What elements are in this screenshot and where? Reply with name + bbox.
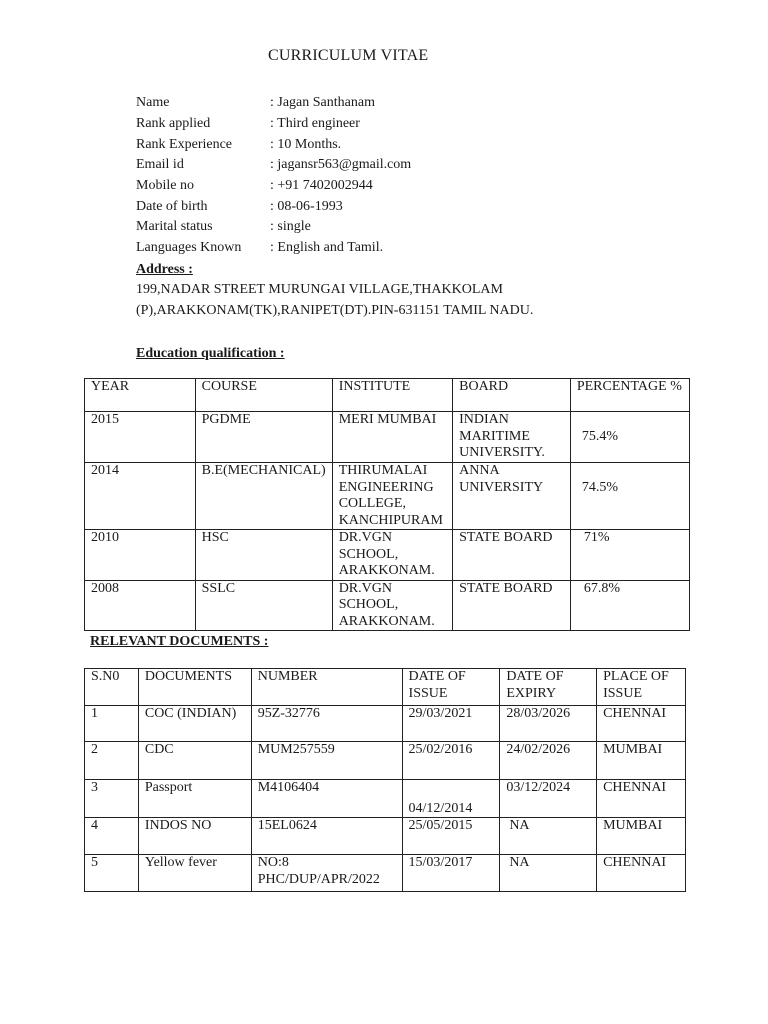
table-cell: COC (INDIAN): [138, 706, 251, 742]
field-value: : Jagan Santhanam: [270, 95, 375, 111]
documents-table: [84, 668, 686, 892]
field-label: Marital status: [136, 219, 213, 235]
table-cell: HSC: [195, 530, 332, 581]
table-row: [85, 780, 686, 818]
column-header: NUMBER: [251, 669, 402, 706]
table-cell: Yellow fever: [138, 855, 251, 892]
column-header: COURSE: [195, 379, 332, 412]
table-cell: 25/05/2015: [402, 818, 500, 855]
table-cell: MUMBAI: [597, 742, 686, 780]
languages-row: [136, 238, 411, 259]
table-cell: 2010: [85, 530, 196, 581]
field-label: Name: [136, 95, 170, 111]
column-header: DATE OF EXPIRY: [500, 669, 597, 706]
field-label: Email id: [136, 157, 184, 173]
field-label: Mobile no: [136, 178, 194, 194]
table-cell: B.E(MECHANICAL): [195, 463, 332, 530]
field-value: : English and Tamil.: [270, 240, 384, 256]
table-cell: Passport: [138, 780, 251, 818]
field-value: : +91 7402002944: [270, 178, 373, 194]
column-header: PLACE OF ISSUE: [597, 669, 686, 706]
table-row: [85, 742, 686, 780]
table-cell: 2008: [85, 580, 196, 631]
column-header: DOCUMENTS: [138, 669, 251, 706]
table-row: [85, 580, 690, 631]
table-cell: DR.VGN SCHOOL, ARAKKONAM.: [332, 580, 452, 631]
column-header: DATE OF ISSUE: [402, 669, 500, 706]
rank-applied-row: [136, 114, 411, 135]
field-value: : single: [270, 219, 311, 235]
column-header: PERCENTAGE %: [570, 379, 689, 412]
table-cell: 74.5%: [570, 463, 689, 530]
documents-heading: RELEVANT DOCUMENTS :: [90, 634, 269, 649]
table-cell: CDC: [138, 742, 251, 780]
column-header: S.N0: [85, 669, 139, 706]
name-row: [136, 93, 411, 114]
table-cell: 04/12/2014: [402, 780, 500, 818]
table-cell: INDIAN MARITIME UNIVERSITY.: [453, 412, 571, 463]
table-cell: 28/03/2026: [500, 706, 597, 742]
address-line-1: 199,NADAR STREET MURUNGAI VILLAGE,THAKKOLAM: [136, 282, 503, 297]
date-of-birth-row: [136, 196, 411, 217]
table-row: [85, 530, 690, 581]
table-cell: THIRUMALAI ENGINEERING COLLEGE, KANCHIPURAM: [332, 463, 452, 530]
table-cell: 95Z-32776: [251, 706, 402, 742]
table-cell: CHENNAI: [597, 780, 686, 818]
table-cell: PGDME: [195, 412, 332, 463]
table-cell: STATE BOARD: [453, 580, 571, 631]
field-label: Rank applied: [136, 116, 211, 132]
field-value: : jagansr563@gmail.com: [270, 157, 412, 173]
table-row: [85, 412, 690, 463]
column-header: BOARD: [453, 379, 571, 412]
table-cell: MUMBAI: [597, 818, 686, 855]
table-row: [85, 463, 690, 530]
table-cell: 15EL0624: [251, 818, 402, 855]
table-cell: SSLC: [195, 580, 332, 631]
table-cell: 2014: [85, 463, 196, 530]
table-cell: INDOS NO: [138, 818, 251, 855]
table-row: [85, 855, 686, 892]
document-title: CURRICULUM VITAE: [268, 47, 429, 64]
mobile-row: [136, 176, 411, 197]
table-cell: NO:8 PHC/DUP/APR/2022: [251, 855, 402, 892]
table-header-row: [85, 379, 690, 412]
table-cell: 4: [85, 818, 139, 855]
table-cell: NA: [500, 855, 597, 892]
field-label: Languages Known: [136, 240, 242, 256]
table-row: [85, 706, 686, 742]
education-heading: Education qualification :: [136, 346, 285, 361]
table-cell: CHENNAI: [597, 706, 686, 742]
table-cell: 1: [85, 706, 139, 742]
table-cell: 75.4%: [570, 412, 689, 463]
table-cell: ANNA UNIVERSITY: [453, 463, 571, 530]
table-cell: 15/03/2017: [402, 855, 500, 892]
table-cell: MUM257559: [251, 742, 402, 780]
table-cell: 5: [85, 855, 139, 892]
table-cell: NA: [500, 818, 597, 855]
table-cell: M4106404: [251, 780, 402, 818]
column-header: YEAR: [85, 379, 196, 412]
field-value: : 08-06-1993: [270, 198, 343, 214]
table-cell: 3: [85, 780, 139, 818]
personal-details: [136, 93, 411, 259]
table-cell: MERI MUMBAI: [332, 412, 452, 463]
table-cell: 03/12/2024: [500, 780, 597, 818]
table-cell: 71%: [570, 530, 689, 581]
table-cell: 2015: [85, 412, 196, 463]
marital-status-row: [136, 217, 411, 238]
table-cell: 2: [85, 742, 139, 780]
table-cell: STATE BOARD: [453, 530, 571, 581]
table-cell: DR.VGN SCHOOL, ARAKKONAM.: [332, 530, 452, 581]
table-cell: 24/02/2026: [500, 742, 597, 780]
table-cell: 25/02/2016: [402, 742, 500, 780]
table-cell: 29/03/2021: [402, 706, 500, 742]
table-cell: 67.8%: [570, 580, 689, 631]
email-row: [136, 155, 411, 176]
field-value: : 10 Months.: [270, 136, 342, 152]
table-header-row: [85, 669, 686, 706]
address-line-2: (P),ARAKKONAM(TK),RANIPET(DT).PIN-631151 TAMIL NADU.: [136, 303, 534, 318]
table-row: [85, 818, 686, 855]
field-value: : Third engineer: [270, 116, 360, 132]
column-header: INSTITUTE: [332, 379, 452, 412]
field-label: Rank Experience: [136, 136, 233, 152]
table-cell: CHENNAI: [597, 855, 686, 892]
address-heading: Address :: [136, 262, 193, 277]
field-label: Date of birth: [136, 198, 208, 214]
education-table: [84, 378, 690, 631]
rank-experience-row: [136, 134, 411, 155]
